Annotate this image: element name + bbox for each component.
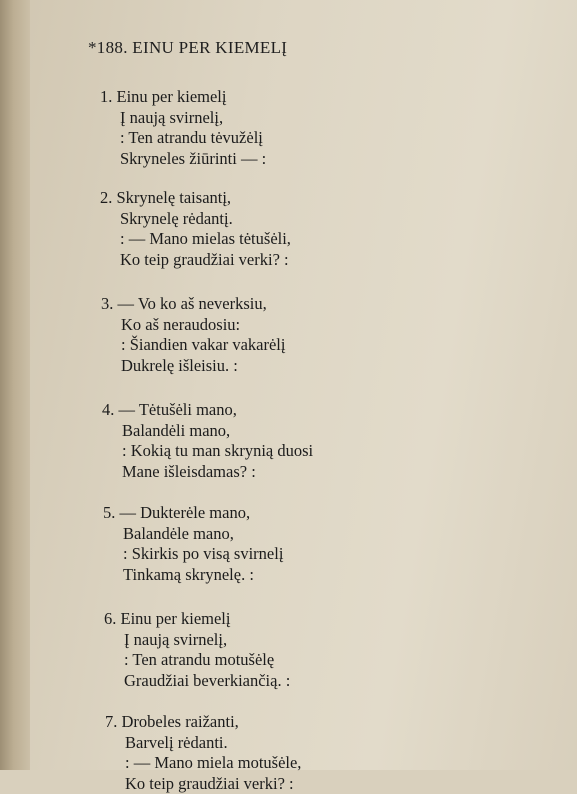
stanza-line: Skrynelę rėdantį. bbox=[100, 209, 291, 230]
stanza-line: Į naują svirnelį, bbox=[100, 108, 266, 129]
stanza-line: Skryneles žiūrinti — : bbox=[100, 149, 266, 170]
stanza-line: 5. — Dukterėle mano, bbox=[103, 503, 283, 524]
stanza-6 bbox=[104, 609, 290, 691]
stanza-line: 1. Einu per kiemelį bbox=[100, 87, 266, 108]
stanza-7 bbox=[105, 712, 301, 794]
book-gutter-shadow bbox=[0, 0, 34, 770]
stanza-line: : Ten atrandu motušėlę bbox=[104, 650, 290, 671]
stanza-line: Tinkamą skrynelę. : bbox=[103, 565, 283, 586]
stanza-line: : — Mano mielas tėtušėli, bbox=[100, 229, 291, 250]
stanza-1 bbox=[100, 87, 266, 169]
stanza-line: Dukrelę išleisiu. : bbox=[101, 356, 285, 377]
stanza-line: Ko teip graudžiai verki? : bbox=[100, 250, 291, 271]
stanza-line: Į naują svirnelį, bbox=[104, 630, 290, 651]
stanza-line: Ko aš neraudosiu: bbox=[101, 315, 285, 336]
stanza-line: : — Mano miela motušėle, bbox=[105, 753, 301, 774]
stanza-3 bbox=[101, 294, 285, 376]
song-title: *188. EINU PER KIEMELĮ bbox=[88, 38, 287, 58]
stanza-line: Ko teip graudžiai verki? : bbox=[105, 774, 301, 794]
stanza-4 bbox=[102, 400, 313, 482]
stanza-line: Barvelį rėdanti. bbox=[105, 733, 301, 754]
stanza-line: 6. Einu per kiemelį bbox=[104, 609, 290, 630]
stanza-line: 2. Skrynelę taisantį, bbox=[100, 188, 291, 209]
stanza-line: Graudžiai beverkiančią. : bbox=[104, 671, 290, 692]
stanza-5 bbox=[103, 503, 283, 585]
stanza-line: Balandėle mano, bbox=[103, 524, 283, 545]
stanza-line: Balandėli mano, bbox=[102, 421, 313, 442]
stanza-line: 4. — Tėtušėli mano, bbox=[102, 400, 313, 421]
stanza-line: : Ten atrandu tėvužėlį bbox=[100, 128, 266, 149]
stanza-line: : Šiandien vakar vakarėlį bbox=[101, 335, 285, 356]
stanza-line: Mane išleisdamas? : bbox=[102, 462, 313, 483]
stanza-line: 3. — Vo ko aš neverksiu, bbox=[101, 294, 285, 315]
stanza-line: : Skirkis po visą svirnelį bbox=[103, 544, 283, 565]
stanza-line: 7. Drobeles raižanti, bbox=[105, 712, 301, 733]
stanza-line: : Kokią tu man skrynią duosi bbox=[102, 441, 313, 462]
stanza-2 bbox=[100, 188, 291, 270]
